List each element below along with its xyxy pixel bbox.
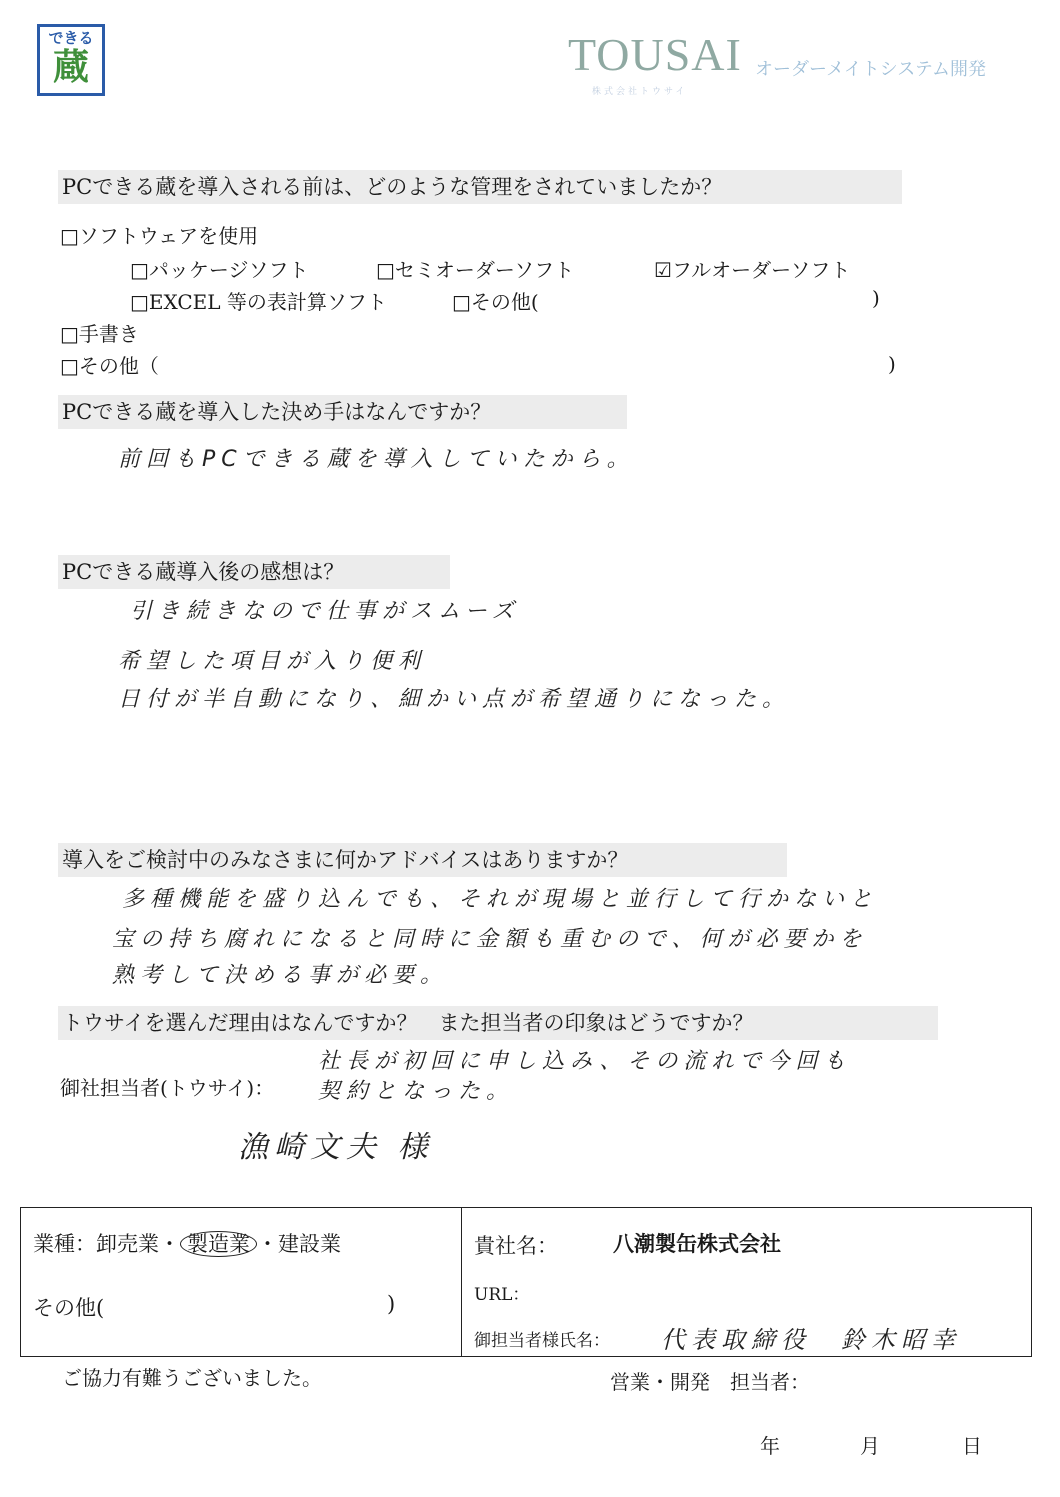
industry-label: 業種： [33, 1232, 96, 1256]
option-excel[interactable]: □EXCEL 等の表計算ソフト [130, 290, 387, 314]
answer-5-line-2: 契約となった。 [318, 1079, 515, 1104]
date-year-label: 年 [760, 1434, 780, 1458]
answer-4-line-1: 多種機能を盛り込んでも、それが現場と並行して行かないと [122, 887, 879, 912]
logo-main-text: 蔵 [52, 47, 89, 88]
option-full-order-soft[interactable]: ☑フルオーダーソフト [654, 258, 851, 282]
industry-wholesale[interactable]: 卸売業・ [96, 1232, 180, 1256]
answer-4-line-2: 宝の持ち腐れになると同時に金額も重むので、何が必要かを [112, 927, 868, 952]
date-month-label: 月 [860, 1434, 880, 1458]
dekiru-zou-logo [37, 24, 105, 96]
industry-other-label[interactable]: その他( [33, 1296, 105, 1320]
option-software[interactable]: □ソフトウェアを使用 [60, 224, 259, 248]
rep-label: 御社担当者(トウサイ)： [60, 1076, 275, 1100]
answer-3-line-3: 日付が半自動になり、細かい点が希望通りになった。 [118, 687, 791, 712]
logo-top-text: できる [48, 29, 94, 47]
industry-construction[interactable]: ・建設業 [257, 1232, 341, 1256]
option-other[interactable]: □その他（ [60, 354, 159, 378]
sales-rep-label: 営業・開発 担当者： [610, 1370, 810, 1394]
url-label: URL： [474, 1285, 530, 1305]
industry-manufacturing[interactable]: 製造業 [180, 1231, 257, 1257]
question-3: PCできる蔵導入後の感想は？ [58, 555, 450, 589]
contact-name[interactable]: 代表取締役 鈴木昭幸 [661, 1326, 961, 1354]
company-name[interactable]: 八潮製缶株式会社 [613, 1232, 781, 1256]
question-5: トウサイを選んだ理由はなんですか？ また担当者の印象はどうですか？ [58, 1006, 938, 1040]
brand-subtext: 株式会社トウサイ [592, 87, 688, 97]
answer-5-line-1: 社長が初回に申し込み、その流れで今回も [318, 1049, 852, 1074]
answer-2: 前回もPCできる蔵を導入していたから。 [118, 447, 635, 472]
option-package-soft[interactable]: □パッケージソフト [130, 258, 309, 282]
industry-other-close: ) [387, 1292, 396, 1316]
question-1: PCできる蔵を導入される前は、どのような管理をされていましたか？ [58, 170, 902, 204]
company-label: 貴社名： [474, 1234, 558, 1258]
brand-name: TOUSAI [568, 29, 742, 80]
question-4: 導入をご検討中のみなさまに何かアドバイスはありますか？ [58, 843, 787, 877]
answer-3-line-2: 希望した項目が入り便利 [118, 649, 427, 674]
question-2: PCできる蔵を導入した決め手はなんですか？ [58, 395, 627, 429]
answer-3-line-1: 引き続きなので仕事がスムーズ [130, 599, 520, 624]
option-other-close: ) [888, 352, 896, 376]
option-semi-order-soft[interactable]: □セミオーダーソフト [376, 258, 575, 282]
thanks-text: ご協力有難うございました。 [62, 1366, 322, 1390]
date-day-label: 日 [962, 1434, 982, 1458]
industry-field [33, 1228, 341, 1258]
option-other-software[interactable]: □その他( [452, 290, 539, 314]
contact-label: 御担当者様氏名： [474, 1331, 610, 1351]
option-handwritten[interactable]: □手書き [60, 322, 139, 346]
rep-name: 漁崎文夫 様 [238, 1130, 434, 1165]
table-divider [461, 1208, 462, 1356]
answer-4-line-3: 熟考して決める事が必要。 [112, 963, 449, 988]
company-info-table [20, 1207, 1032, 1357]
option-other-software-close: ) [872, 286, 880, 310]
brand-tagline: オーダーメイトシステム開発 [755, 59, 986, 80]
